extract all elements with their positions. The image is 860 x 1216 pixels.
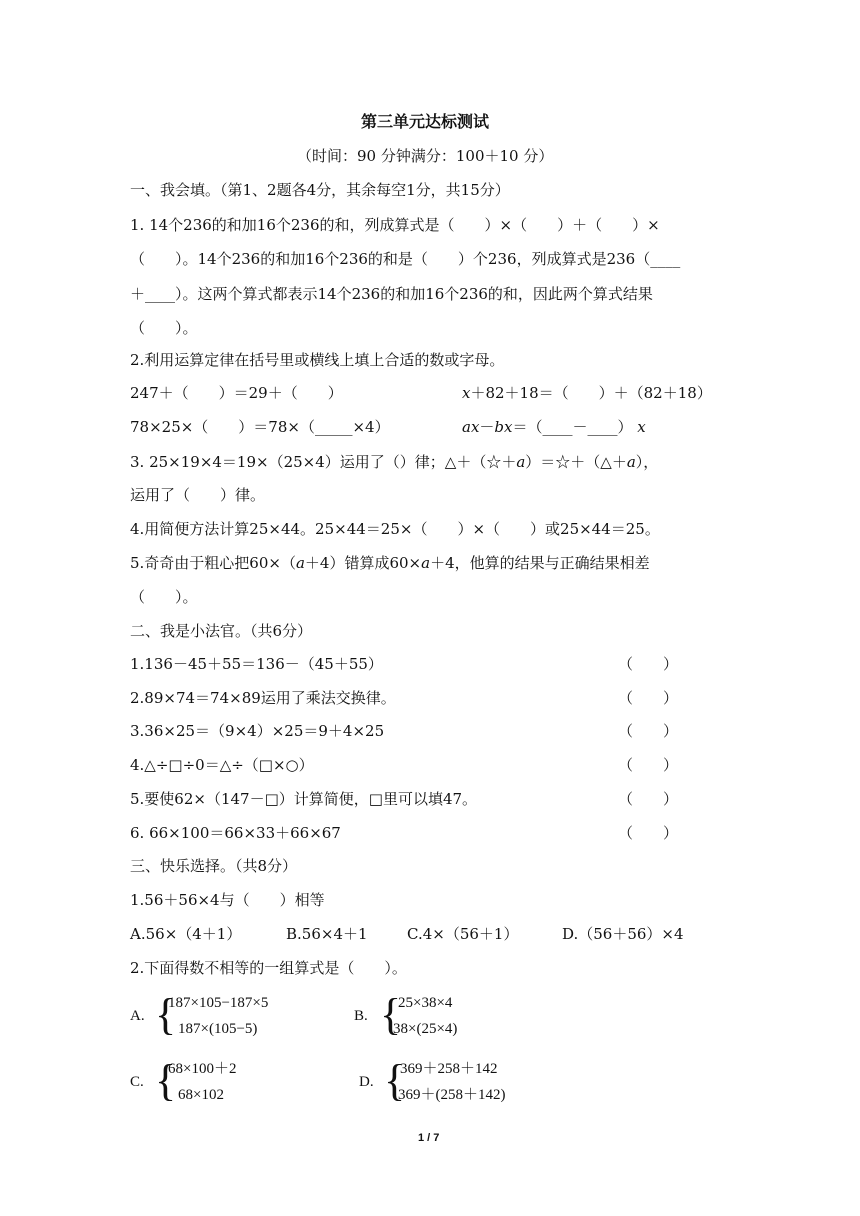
- option-label: D.: [359, 1074, 374, 1090]
- choice-option-c[interactable]: C.4×（56＋1）: [407, 925, 519, 943]
- page-subtitle: （时间：90 分钟满分：100＋10 分）: [297, 147, 554, 165]
- judge-item: 6. 66×100＝66×33＋66×67: [130, 824, 341, 842]
- left-brace: {: [155, 990, 177, 1039]
- judge-item: 4.△÷□÷0＝△÷（□×○）: [130, 756, 314, 774]
- var-a: a: [421, 554, 431, 572]
- q1-line: （ ）。14个236的和加16个236的和是（ ）个236，列成算式是236（____: [130, 250, 681, 268]
- var-x: x: [462, 384, 471, 402]
- option-label: B.: [354, 1008, 368, 1024]
- var-a: a: [626, 453, 636, 471]
- left-brace: {: [380, 990, 402, 1039]
- choice-option-d[interactable]: D.（56＋56）×4: [562, 925, 684, 943]
- formula-bottom: 68×102: [178, 1087, 224, 1103]
- judge-mark[interactable]: （ ）: [618, 722, 679, 740]
- option-label: A.: [130, 1008, 145, 1024]
- formula-top: 25×38×4: [398, 995, 453, 1011]
- judge-mark[interactable]: （ ）: [618, 689, 679, 707]
- var-ax: ax: [462, 418, 480, 436]
- left-brace: {: [384, 1056, 406, 1105]
- var-a: a: [516, 453, 526, 471]
- var-x: x: [637, 418, 646, 436]
- q3-line-a: [130, 452, 658, 472]
- formula-bottom: 369＋(258＋142): [398, 1087, 506, 1103]
- judge-mark[interactable]: （ ）: [618, 756, 679, 774]
- choice-q2: 2.下面得数不相等的一组算式是（ ）。: [130, 959, 407, 977]
- page-title: 第三单元达标测试: [361, 112, 490, 131]
- q5-text: ＋4，他算的结果与正确结果相差: [430, 554, 650, 572]
- formula-bottom: 38×(25×4): [393, 1021, 458, 1037]
- q1-line: ＋____）。这两个算式都表示14个236的和加16个236的和，因此两个算式结果: [130, 285, 653, 303]
- q3-text: ），: [635, 453, 659, 471]
- judge-mark[interactable]: （ ）: [618, 790, 679, 808]
- judge-item: 5.要使62×（147－□）计算简便，□里可以填47。: [130, 790, 478, 808]
- choice-q1: 1.56＋56×4与（ ）相等: [130, 891, 325, 909]
- q1-line: 1. 14个236的和加16个236的和，列成算式是（ ）×（ ）＋（ ）×: [130, 216, 660, 234]
- var-a: a: [295, 554, 305, 572]
- q2-right-a-text: ＋82＋18＝（ ）＋（82＋18）: [470, 384, 712, 402]
- judge-item: 3.36×25＝（9×4）×25＝9＋4×25: [130, 722, 385, 740]
- q4-line: 4.用简便方法计算25×44。25×44＝25×（ ）×（ ）或25×44＝25。: [130, 520, 660, 538]
- formula-top: 68×100＋2: [168, 1061, 237, 1077]
- judge-mark[interactable]: （ ）: [618, 824, 679, 842]
- q2-right-b-text: ＝（____－____）: [512, 418, 633, 436]
- q2-right-b: [462, 417, 646, 437]
- page-number: 1 / 7: [418, 1132, 440, 1144]
- q5-text: ＋4）错算成60×: [304, 554, 422, 572]
- section2-heading: 二、我是小法官。（共6分）: [130, 622, 313, 640]
- var-bx: bx: [494, 418, 513, 436]
- judge-mark[interactable]: （ ）: [618, 655, 679, 673]
- option-label: C.: [130, 1074, 144, 1090]
- section3-heading: 三、快乐选择。（共8分）: [130, 857, 298, 875]
- section1-heading: 一、我会填。（第1、2题各4分，其余每空1分，共15分）: [130, 181, 510, 199]
- formula-top: 187×105−187×5: [168, 995, 269, 1011]
- judge-item: 1.136－45＋55＝136－（45＋55）: [130, 655, 383, 673]
- q5-line-b: （ ）。: [130, 588, 198, 606]
- q2-left-b: 78×25×（ ）＝78×（_____×4）: [130, 418, 390, 436]
- q5-text: 5.奇奇由于粗心把60×（: [130, 554, 296, 572]
- q2-intro: 2.利用运算定律在括号里或横线上填上合适的数或字母。: [130, 351, 505, 369]
- judge-item: 2.89×74＝74×89运用了乘法交换律。: [130, 689, 396, 707]
- q2-left-a: 247＋（ ）＝29＋（ ）: [130, 384, 343, 402]
- choice-option-a[interactable]: A.56×（4＋1）: [130, 925, 242, 943]
- minus-sign: －: [479, 418, 495, 436]
- q3-text: ）＝☆＋（△＋: [525, 453, 627, 471]
- left-brace: {: [155, 1056, 177, 1105]
- q2-right-a: [462, 383, 712, 403]
- q3-text: 3. 25×19×4＝19×（25×4）运用了（）律；△＋（☆＋: [130, 453, 517, 471]
- formula-bottom: 187×(105−5): [178, 1021, 258, 1037]
- q5-line-a: [130, 553, 650, 573]
- formula-top: 369＋258＋142: [400, 1061, 498, 1077]
- q3-line-b: 运用了（ ）律。: [130, 486, 266, 504]
- choice-option-b[interactable]: B.56×4＋1: [286, 925, 368, 943]
- q1-line: （ ）。: [130, 319, 198, 337]
